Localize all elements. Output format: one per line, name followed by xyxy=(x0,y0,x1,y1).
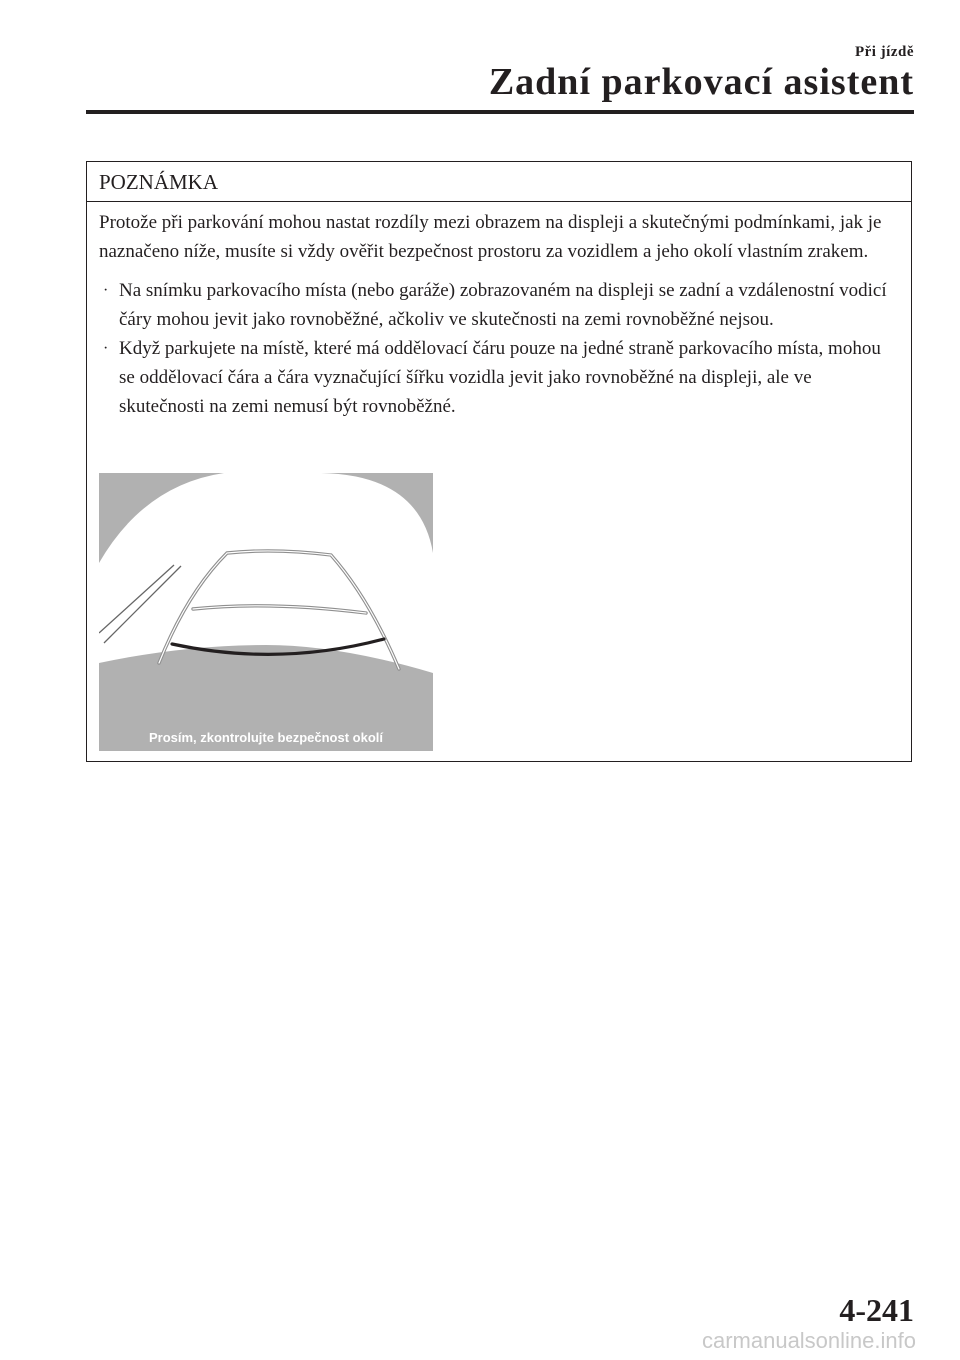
page-title: Zadní parkovací asistent xyxy=(488,61,914,103)
bullet-icon: · xyxy=(103,340,109,357)
bullet-text: Když parkujete na místě, které má oddělovací čáru pouze na jedné straně parkovacího místa, mohou se oddělovací čára a čára vyznačující šířku vozidla jevit jako rovnoběžné na displeji, ale ve skutečnosti na zemi nemusí být rovnoběžné. xyxy=(119,338,881,417)
note-heading: POZNÁMKA xyxy=(87,162,911,202)
parking-camera-illustration xyxy=(99,473,433,751)
display-frame xyxy=(99,473,433,751)
figure-caption: Prosím, zkontrolujte bezpečnost okolí xyxy=(148,730,384,745)
note-body xyxy=(99,208,899,421)
list-item xyxy=(99,276,899,334)
bullet-text: Na snímku parkovacího místa (nebo garáže) zobrazovaném na displeji se zadní a vzdálenostní vodicí čáry mohou jevit jako rovnoběžné, ačkoliv ve skutečnosti na zemi rovnoběžné nejsou. xyxy=(119,280,887,330)
note-bullet-list xyxy=(99,276,899,421)
note-box xyxy=(86,161,912,762)
list-item xyxy=(99,334,899,421)
note-intro: Protože při parkování mohou nastat rozdíly mezi obrazem na displeji a skutečnými podmínkami, jak je naznačeno níže, musíte si vždy ověřit bezpečnost prostoru za vozidlem a jeho okolí vlastním zrakem. xyxy=(99,212,882,262)
section-label: Při jízdě xyxy=(854,44,914,60)
parking-camera-figure xyxy=(99,473,433,751)
watermark: carmanualsonline.info xyxy=(701,1328,916,1353)
bullet-icon: · xyxy=(103,282,109,299)
page-number: 4-241 xyxy=(839,1292,914,1328)
header-rule xyxy=(86,110,914,114)
separation-line xyxy=(104,566,181,643)
separation-line xyxy=(99,565,174,633)
